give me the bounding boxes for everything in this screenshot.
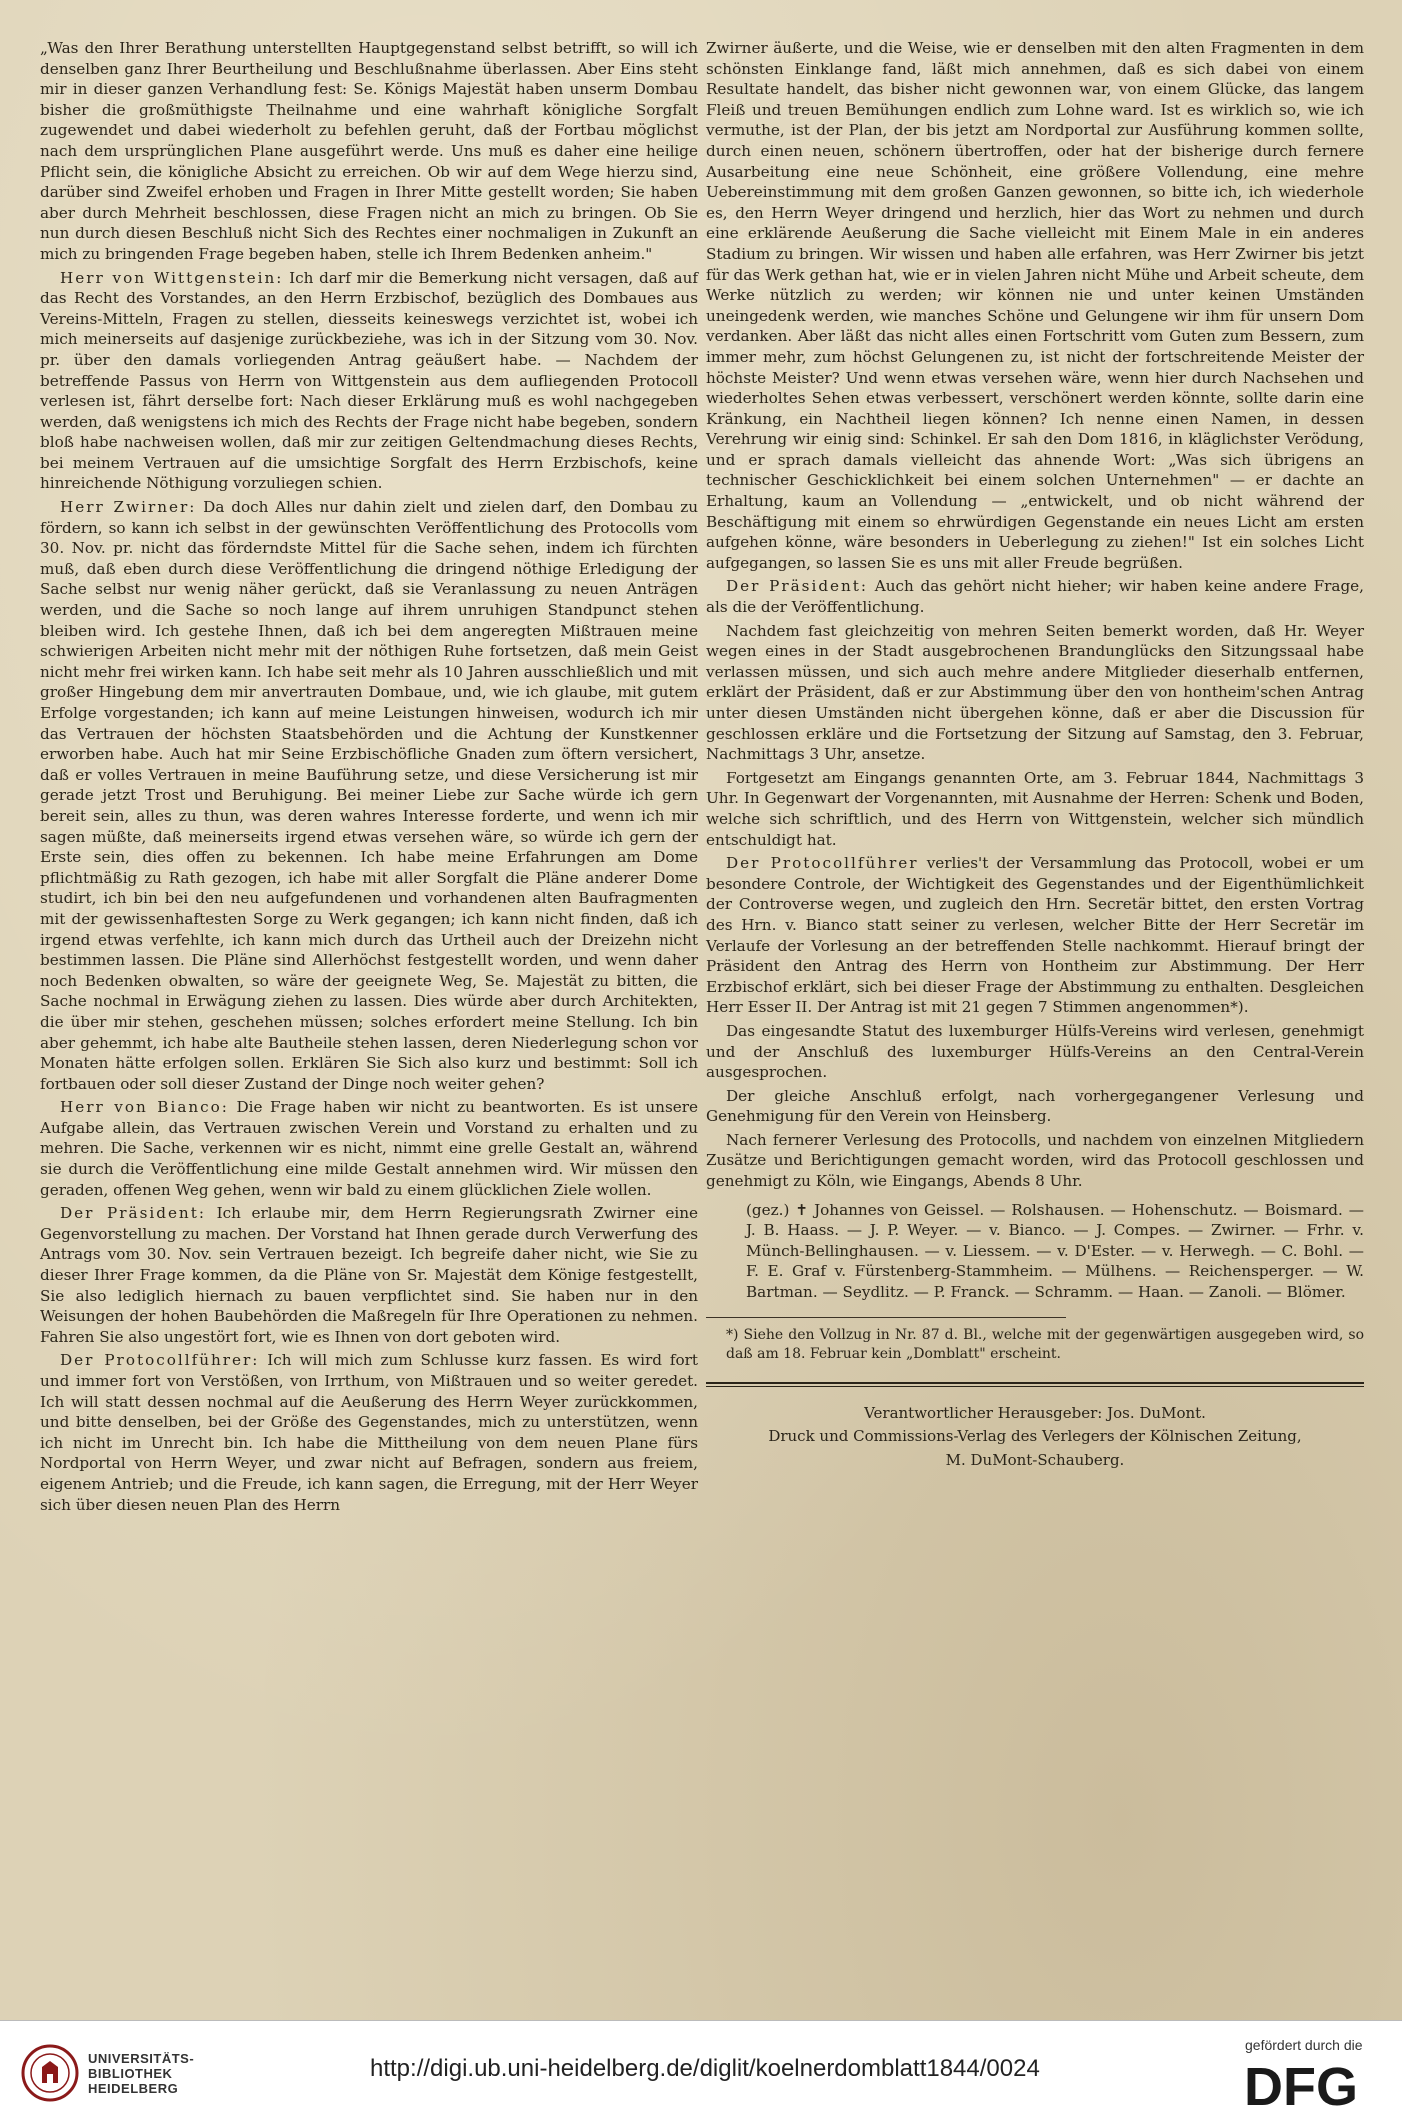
paragraph-zwirner (40, 497, 698, 1094)
speaker-name: Der Protocollführer: (60, 1351, 260, 1370)
paragraph-president (40, 1203, 698, 1347)
speaker-name: Der Protocollführer (726, 854, 919, 873)
speaker-name: Herr Zwirner: (60, 498, 197, 517)
speech-text: Ich darf mir die Bemerkung nicht versagen, daß auf das Recht des Vorstandes, an den Herrn Erzbischof, bezüglich des Dombaues aus Vereins-Mitteln, Fragen zu stellen, diesseits keineswegs verzichtet ist, wobei ich mich meinerseits auf dasjenige zurückbeziehe, was ich in der Sitzung vom 30. Nov. pr. über den damals vorliegenden Antrag geäußert habe. — Nachdem der betreffende Passus von Herrn von Wittgenstein aus dem aufliegenden Protocoll verlesen ist, fährt derselbe fort: Nach dieser Erklärung muß es wohl nachgegeben werden, daß wenigstens ich mich des Rechts der Frage nicht habe begeben, sondern bloß habe nachweisen wollen, daß mir zur zeitigen Geltendmachung dieses Rechts, bei meinem Vertrauen auf die umsichtige Sorgfalt des Herrn Erzbischofs, keine hinreichende Nöthigung vorzuliegen schien. (40, 268, 699, 493)
paragraph-continuation: Zwirner äußerte, und die Weise, wie er denselben mit den alten Fragmenten in dem schönsten Einklange fand, läßt mich annehmen, daß es sich dabei von einem Resultate handelt, das bisher nicht gewonnen war, von einem Glücke, das langem Fleiß und treuen Bemühungen endlich zum Lohne ward. Ist es wirklich so, wie ich vermuthe, ist der Plan, der bis jetzt am Nordportal zur Ausführung kommen sollte, durch einen neuen, schönern übertroffen, oder hat der bisherige durch fernere Ausarbeitung eine neue Schönheit, eine größere Vollendung, eine mehre Uebereinstimmung mit dem großen Ganzen gewonnen, so bitte ich, ich wiederhole es, den Herrn Weyer dringend und herzlich, hier das Wort zu nehmen und durch eine erklärende Aeußerung die Sache vielleicht mit Einem Male in ein anderes Stadium zu bringen. Wir wissen und haben alle erfahren, was Herr Zwirner bis jetzt für das Werk gethan hat, wie er in vielen Jahren nicht Mühe und Arbeit scheute, dem Werke nützlich zu werden; wir können nie und unter keinen Umständen uneingedenk werden, wie manches Schöne und Gelungene wir ihm für unsern Dom verdanken. Aber läßt das nicht alles einen Fortschritt vom Guten zum Bessern, zum immer mehr, zum höchst Gelungenen zu, ist nicht der fortschreitende Meister der höchste Meister? Und wenn etwas versehen wäre, wenn hier durch Nachsehen und wiederholtes Sehen etwas verbessert, verschönert werden könnte, sollte darin eine Kränkung, ein Nachtheil liegen können? Ich nenne einen Namen, in dessen Verehrung wir einig sind: Schinkel. Er sah den Dom 1816, in kläglichster Verödung, und er sprach damals vielleicht das ahnende Wort: „Was sich übrigens an technischer Geschicklichkeit bei einem solchen Unternehmen" — er dachte an Erhaltung, kaum an Vollendung — „entwickelt, und ob nicht während der Beschäftigung mit einem so ehrwürdigen Gegenstande ein neues Licht am ersten aufgehen könne, wäre besonders in Ueberlegung zu ziehen!" Ist ein solches Licht aufgegangen, so lassen Sie es uns mit aller Freude begrüßen. (706, 39, 1364, 572)
section-divider (706, 1382, 1364, 1387)
speaker-name: Herr von Bianco: (60, 1098, 229, 1117)
speaker-name: Herr von Wittgenstein: (60, 268, 284, 287)
left-column (40, 38, 698, 1518)
dfg-logo-text: DFG (1244, 2061, 1358, 2111)
printer-line: Druck und Commissions-Verlag des Verlegers der Kölnischen Zeitung, (768, 1427, 1302, 1446)
speech-text: Da doch Alles nur dahin zielt und zielen darf, den Dombau zu fördern, so kann ich selbst in der gewünschten Veröffentlichung des Protocolls vom 30. Nov. pr. nicht das förderndste Mittel für die Sache sehen, indem ich fürchten muß, daß eben durch diese Veröffentlichung die dringend nöthige Erledigung der Sache selbst nur wenig näher gerückt, daß sie Veranlassung zu neuen Anträgen werden, und die Sache so noch lange auf ihrem unruhigen Standpunct stehen bleiben wird. Ich gestehe Ihnen, daß ich bei dem angeregten Mißtrauen meine schwierigen Arbeiten nicht mehr mit der nöthigen Ruhe fortsetzen, daß mein Geist nicht mehr frei wirken kann. Ich habe seit mehr als 10 Jahren ausschließlich und mit großer Hingebung dem mir anvertrauten Dombaue, und, wie ich glaube, mit gutem Erfolge vorgestanden; ich kann auf meine Leistungen hinweisen, wodurch ich mir das Vertrauen der höchsten Staatsbehörden und die Achtung der Kunstkenner erworben habe. Auch hat mir Seine Erzbischöfliche Gnaden zum öftern versichert, daß er volles Vertrauen in meine Bauführung setze, und diese Versicherung ist mir gerade jetzt Trost und Beruhigung. Bei meiner Liebe zur Sache würde ich gern bereit sein, alles zu thun, was deren wahres Interesse forderte, und wenn ich mir sagen müßte, daß meinerseits irgend etwas versehen wäre, so würde ich gern der Erste sein, dies offen zu bekennen. Ich habe meine Erfahrungen am Dome pflichtmäßig zu Rath gezogen, ich habe mit aller Sorgfalt die Pläne anderer Dome studirt, ich bin bei den neu aufgefundenen und vorhandenen alten Baufragmenten mit der gewissenhaftesten Sorge zu Werk gegangen; ich kann nicht finden, daß ich irgend etwas verfehlte, ich kann mich durch das Urtheil auch der Dreizehn nicht bestimmen lassen. Die Pläne sind Allerhöchst festgestellt worden, und wenn daher noch Bedenken obwalten, so wäre der geeignete Weg, Se. Majestät zu bitten, die Sache nochmal in Erwägung ziehen zu lassen. Dies würde aber durch Architekten, die über mir stehen, geschehen müssen; solches erfordert meine Stellung. Ich bin aber gehemmt, ich habe alte Bautheile stehen lassen, deren Niederlegung schon vor Monaten hätte erfolgen sollen. Erklären Sie Sich also kurz und bestimmt: Soll ich fortbauen oder soll dieser Zustand der Dinge noch weiter gehen? (40, 498, 698, 1093)
footnote-divider (706, 1317, 1066, 1318)
funder-label: gefördert durch die (1245, 2037, 1363, 2053)
paragraph-continued-session: Fortgesetzt am Eingangs genannten Orte, am 3. Februar 1844, Nachmittags 3 Uhr. In Gegenwart der Vorgenannten, mit Ausnahme der Herren: Schenk und Boden, welche sich schriftlich, und des Herrn von Wittgenstein, welcher sich mündlich entschuldigt hat. (706, 768, 1364, 849)
paragraph-heinsberg: Der gleiche Anschluß erfolgt, nach vorhergegangener Verlesung und Genehmigung für den Verein von Heinsberg. (706, 1086, 1364, 1126)
paragraph-adjournment: Nachdem fast gleichzeitig von mehren Seiten bemerkt worden, daß Hr. Weyer wegen eines in der Stadt ausgebrochenen Brandunglücks den Sitzungssaal habe verlassen müssen, und sich auch mehre andere Mitglieder dieserhalb entfernen, erklärt der Präsident, daß er zur Abstimmung über den von hontheim'schen Antrag unter diesen Umständen nicht übergehen könne, daß er aber die Discussion für geschlossen erkläre und die Fortsetzung der Sitzung auf Samstag, den 3. Februar, Nachmittags 3 Uhr, ansetze. (706, 621, 1364, 764)
university-name[interactable]: UNIVERSITÄTS- BIBLIOTHEK HEIDELBERG (88, 2051, 195, 2096)
paragraph-bianco (40, 1097, 698, 1200)
editor-line: Verantwortlicher Herausgeber: Jos. DuMont. (864, 1403, 1206, 1422)
speech-text: verlies't der Versammlung das Protocoll, wobei er um besondere Controle, der Wichtigkeit des Gegenstandes und der Eigenthümlichkeit der Controverse wegen, und zugleich den Hrn. Secretär bittet, den ersten Vortrag des Hrn. v. Bianco statt seiner zu verlesen, welcher Bitte der Herr Secretär im Verlaufe der Vorlesung an der betreffenden Stelle nachkommt. Hierauf bringt der Präsident den Antrag des Herrn von Hontheim zur Abstimmung. Der Herr Erzbischof erklärt, sich bei dieser Frage der Abstimmung zu enthalten. Desgleichen Herr Esser II. Der Antrag ist mit 21 gegen 7 Stimmen angenommen*). (706, 854, 1364, 1017)
paragraph-closing: Nach fernerer Verlesung des Protocolls, und nachdem von einzelnen Mitgliedern Zusätze und Berichtigungen gemacht worden, wird das Protocoll geschlossen und genehmigt zu Köln, wie Eingangs, Abends 8 Uhr. (706, 1130, 1364, 1191)
footnote: *) Siehe den Vollzug in Nr. 87 d. Bl., welche mit der gegenwärtigen ausgegeben wird, so daß am 18. Februar kein „Domblatt" erscheint. (726, 1326, 1364, 1362)
speech-text: Ich will mich zum Schlusse kurz fassen. Es wird fort und immer fort von Verstößen, von Irrthum, von Mißtrauen und so weiter geredet. Ich will statt dessen nochmal auf die Aeußerung des Herrn Weyer zurückkommen, und bitte denselben, bei der Größe des Gegenstandes, mich zu unterstützen, wenn ich nicht im Unrecht bin. Ich habe die Mittheilung von dem neuen Plane fürs Nordportal von Herrn Weyer, und zwar nicht auf Befragen, sondern aus freiem, eigenem Antrieb; und die Freude, ich kann sagen, die Erregung, mit der Herr Weyer sich über diesen neuen Plan des Herrn (40, 1351, 698, 1514)
dfg-logo-icon[interactable] (1244, 2061, 1388, 2111)
paragraph-luxembourg: Das eingesandte Statut des luxemburger Hülfs-Vereins wird verlesen, genehmigt und der Anschluß des luxemburger Hülfs-Vereins an den Central-Verein ausgesprochen. (706, 1021, 1364, 1082)
speech-text: Die Frage haben wir nicht zu beantworten. Es ist unsere Aufgabe allein, das Vertrauen zwischen Verein und Vorstand zu erhalten und zu mehren. Die Sache, verkennen wir es nicht, nimmt eine grelle Gestalt an, während sie durch die Veröffentlichung eine milde Gestalt annehmen wird. Wir müssen den geraden, offenen Weg gehen, wenn wir bald zu einem glücklichen Ziele wollen. (40, 1098, 698, 1199)
paragraph-wittgenstein (40, 268, 698, 495)
speech-text: Ich erlaube mir, dem Herrn Regierungsrath Zwirner eine Gegenvorstellung zu machen. Der Vorstand hat Ihnen gerade durch Verwerfung des Antrags vom 30. Nov. sein Vertrauen bezeigt. Ich begreife daher nicht, wie Sie zu dieser Ihrer Frage kommen, da die Pläne von Sr. Majestät dem Könige festgestellt, Sie also lediglich hiernach zu bauen verpflichtet sind. Sie haben nur in den Weisungen der hohen Baubehörden die Maßregeln für Ihre Operationen zu nehmen. Fahren Sie also ungestört fort, wie es Ihnen von dort geboten wird. (40, 1204, 698, 1346)
signatures: (gez.) ✝ Johannes von Geissel. — Rolshausen. — Hohenschutz. — Boismard. — J. B. Haass. — J. P. Weyer. — v. Bianco. — J. Compes. — Zwirner. — Frhr. v. Münch-Bellinghausen. — v. Liessem. — v. D'Ester. — v. Herwegh. — C. Bohl. — F. E. Graf v. Fürstenberg-Stammheim. — Mülhens. — Reichensperger. — W. Bartman. — Seydlitz. — P. Franck. — Schramm. — Haan. — Zanoli. — Blömer. (746, 1200, 1364, 1302)
paragraph-archbishop-letter: „Was den Ihrer Berathung unterstellten Hauptgegenstand selbst betrifft, so will ich denselben ganz Ihrer Beurtheilung und Beschlußnahme überlassen. Aber Eins steht mir in dieser ganzen Verhandlung fest: Se. Königs Majestät haben unserm Dombau bisher die großmüthigste Theilnahme und eine wahrhaft königliche Sorgfalt zugewendet und dabei wiederholt zu befehlen geruht, daß der Fortbau möglichst nach dem ursprünglichen Plane ausgeführt werde. Uns muß es daher eine heilige Pflicht sein, die königliche Absicht zu erreichen. Ob wir auf dem Wege hierzu sind, darüber sind Zweifel erhoben und Fragen in Ihrer Mitte gestellt worden; Sie haben aber durch Mehrheit beschlossen, diese Fragen nicht an mich zu bringen. Ob Sie nun durch diesen Beschluß nicht Sich des Rechtes einer nochmaligen in Zukunft an mich zu bringenden Frage begeben haben, stelle ich Ihrem Bedenken anheim." (40, 39, 698, 263)
speaker-name: Der Präsident: (60, 1204, 206, 1223)
paragraph-protocol-reading (706, 853, 1364, 1018)
viewer-footer (0, 2020, 1402, 2124)
source-url-link[interactable]: http://digi.ub.uni-heidelberg.de/diglit/koelnerdomblatt1844/0024 (370, 2055, 1040, 2082)
paragraph-secretary (40, 1350, 698, 1515)
speech-text: Auch das gehört nicht hieher; wir haben keine andere Frage, als die der Veröffentlichung. (706, 577, 1364, 617)
speaker-name: Der Präsident: (726, 577, 869, 596)
paragraph-president-reply (706, 576, 1364, 617)
right-column (706, 38, 1364, 1473)
publisher-name: M. DuMont-Schauberg. (945, 1450, 1125, 1469)
university-seal-icon[interactable] (20, 2043, 80, 2103)
